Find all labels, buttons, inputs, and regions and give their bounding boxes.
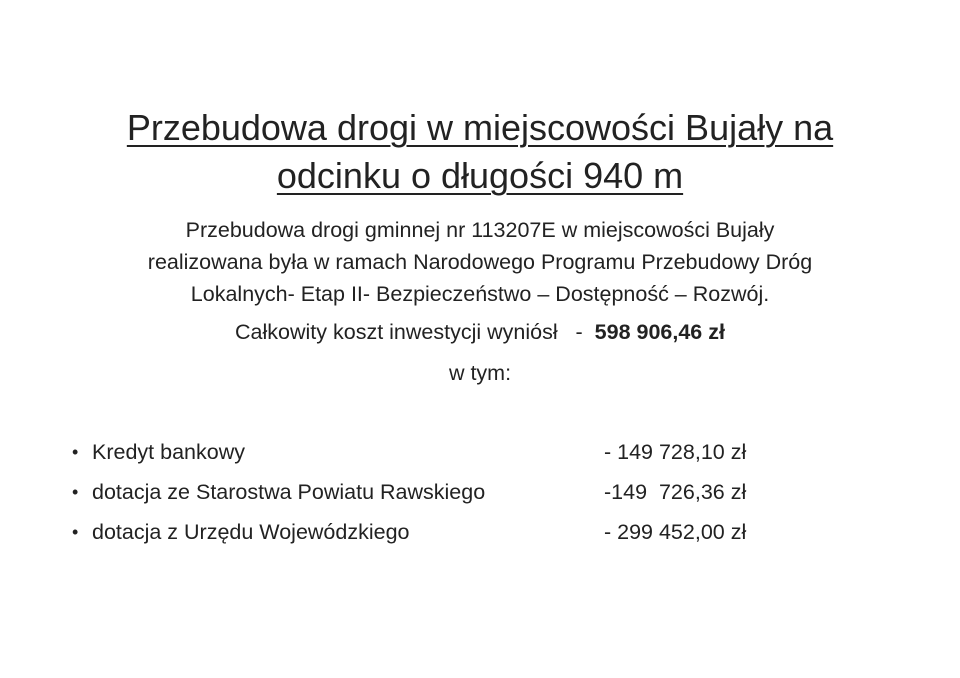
funding-amount: -149 726,36 zł xyxy=(604,480,747,504)
project-description xyxy=(70,214,890,310)
funding-amount: - 149 728,10 zł xyxy=(604,440,747,464)
page-title xyxy=(60,104,900,200)
description-line-2: realizowana była w ramach Narodowego Programu Przebudowy Dróg xyxy=(147,250,813,274)
bullet-icon: • xyxy=(72,522,79,542)
total-cost xyxy=(70,316,890,348)
funding-source-label: Kredyt bankowy xyxy=(92,440,245,464)
total-cost-amount: 598 906,46 zł xyxy=(594,320,725,344)
list-item xyxy=(72,476,832,516)
title-line-2: odcinku o długości 940 m xyxy=(276,155,684,196)
bullet-icon: • xyxy=(72,442,79,462)
funding-source-label: dotacja ze Starostwa Powiatu Rawskiego xyxy=(92,480,486,504)
description-line-3: Lokalnych- Etap II- Bezpieczeństwo – Dostępność – Rozwój. xyxy=(190,282,770,306)
title-line-1: Przebudowa drogi w miejscowości Bujały na xyxy=(126,107,834,148)
bullet-icon: • xyxy=(72,482,79,502)
funding-list xyxy=(72,436,832,556)
description-line-1: Przebudowa drogi gminnej nr 113207E w miejscowości Bujały xyxy=(185,218,775,242)
total-cost-label: Całkowity koszt inwestycji wyniósł - xyxy=(235,320,595,344)
including-label: w tym: xyxy=(448,361,512,385)
list-item xyxy=(72,436,832,476)
funding-amount: - 299 452,00 zł xyxy=(604,520,747,544)
funding-source-label: dotacja z Urzędu Wojewódzkiego xyxy=(92,520,410,544)
list-item xyxy=(72,516,832,556)
